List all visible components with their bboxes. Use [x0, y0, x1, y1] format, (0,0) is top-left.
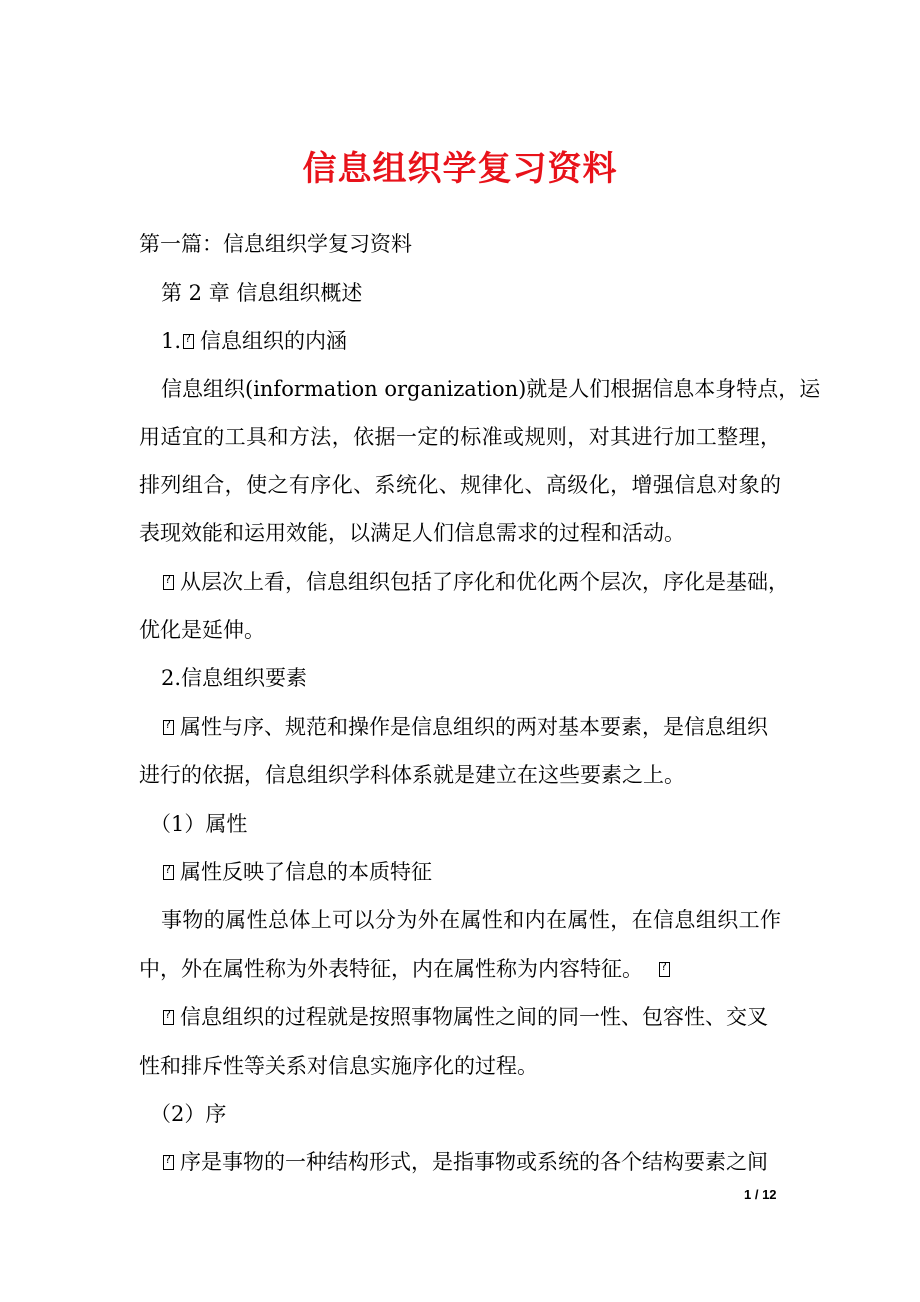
bullet-line: [161, 567, 789, 597]
document-title: 信息组织学复习资料: [302, 149, 618, 189]
line-text: 中，外在属性称为外表特征，内在属性称为内容特征。: [139, 957, 643, 981]
missing-glyph-icon: [163, 575, 174, 590]
page-number: 1 / 12: [744, 1187, 777, 1202]
paragraph-line: 表现效能和运用效能，以满足人们信息需求的过程和活动。: [139, 521, 685, 545]
bullet-line: [161, 857, 432, 887]
subsection-heading: （2）序: [150, 1102, 227, 1126]
section-title: 信息组织的内涵: [200, 329, 348, 353]
paragraph-line: 事物的属性总体上可以分为外在属性和内在属性，在信息组织工作: [161, 908, 781, 932]
section-heading-2: 2.信息组织要素: [161, 666, 308, 690]
bullet-line: [161, 1147, 768, 1177]
bullet-text: 属性反映了信息的本质特征: [180, 860, 432, 884]
bullet-line: [161, 1002, 768, 1032]
section-number: 1.: [161, 329, 182, 353]
subsection-heading: （1）属性: [150, 812, 248, 836]
chapter-heading: 第 2 章 信息组织概述: [161, 281, 363, 305]
missing-glyph-icon: [659, 962, 670, 977]
section-heading-1: [161, 326, 347, 356]
bullet-line: [161, 712, 768, 742]
bullet-text: 信息组织的过程就是按照事物属性之间的同一性、包容性、交叉: [180, 1005, 768, 1029]
missing-glyph-icon: [183, 334, 194, 349]
bullet-text: 序是事物的一种结构形式，是指事物或系统的各个结构要素之间: [180, 1150, 768, 1174]
paragraph-line: 排列组合，使之有序化、系统化、规律化、高级化，增强信息对象的: [139, 473, 781, 497]
missing-glyph-icon: [163, 1010, 174, 1025]
paragraph-line: 性和排斥性等关系对信息实施序化的过程。: [139, 1054, 538, 1078]
paragraph-line: 进行的依据，信息组织学科体系就是建立在这些要素之上。: [139, 763, 685, 787]
paragraph-line: 优化是延伸。: [139, 618, 265, 642]
bullet-text: 从层次上看，信息组织包括了序化和优化两个层次，序化是基础，: [180, 570, 789, 594]
bullet-text: 属性与序、规范和操作是信息组织的两对基本要素，是信息组织: [180, 715, 768, 739]
missing-glyph-icon: [163, 865, 174, 880]
paragraph-line: 信息组织(information organization)就是人们根据信息本身特点，运: [161, 377, 821, 401]
paragraph-line: [139, 954, 676, 984]
missing-glyph-icon: [163, 720, 174, 735]
paragraph-line: 用适宜的工具和方法，依据一定的标准或规则，对其进行加工整理，: [139, 425, 781, 449]
missing-glyph-icon: [163, 1155, 174, 1170]
part-heading: 第一篇：信息组织学复习资料: [139, 232, 412, 256]
